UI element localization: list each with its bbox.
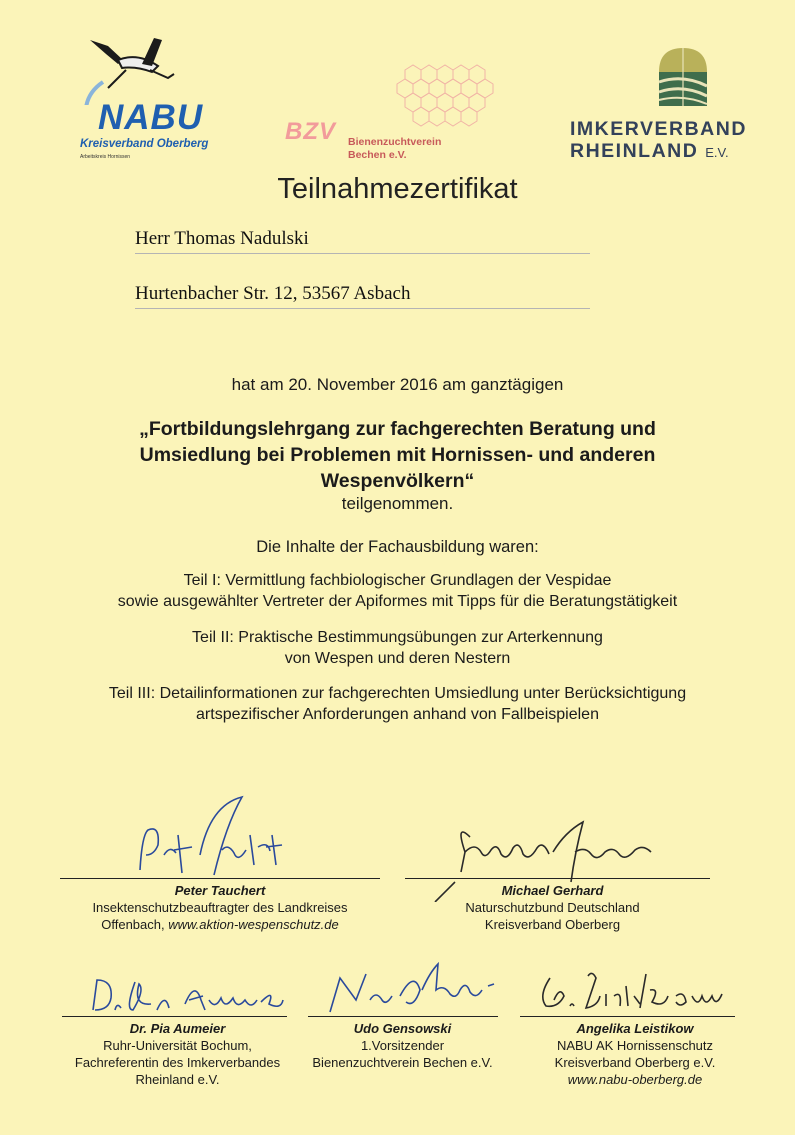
imkerverband-logo <box>568 40 768 170</box>
course-title <box>40 416 755 494</box>
signature-leistikow <box>530 966 730 1016</box>
signatory-role: Bienenzuchtverein Bechen e.V. <box>312 1055 493 1070</box>
nabu-logo <box>78 30 228 170</box>
signature-aumeier <box>85 970 285 1020</box>
signatory-role: NABU AK Hornissenschutz <box>556 1038 714 1053</box>
signatory-name: Dr. Pia Aumeier <box>129 1021 226 1036</box>
signatory-city: Offenbach, <box>101 917 169 932</box>
signatory-role: 1.Vorsitzender <box>360 1038 445 1053</box>
signatory-name: Udo Gensowski <box>353 1021 452 1036</box>
signature-gensowski <box>310 960 500 1020</box>
signatory-role: Kreisverband Oberberg e.V. <box>554 1055 716 1070</box>
signatory-role: Kreisverband Oberberg <box>484 917 621 932</box>
contents-heading: Die Inhalte der Fachausbildung waren: <box>256 538 539 556</box>
part-3 <box>40 683 755 725</box>
imker-line2 <box>570 140 729 163</box>
bzv-abbr: BZV <box>285 118 336 145</box>
course-title-line: Umsiedlung bei Problemen mit Hornissen- und anderen <box>139 444 656 466</box>
signatory-tauchert <box>60 882 380 933</box>
part-2 <box>40 627 755 669</box>
recipient-name: Herr Thomas Nadulski <box>135 228 590 254</box>
part-1-line: Teil I: Vermittlung fachbiologischer Grundlagen der Vespidae <box>183 572 612 589</box>
signatory-role: Rheinland e.V. <box>135 1072 220 1087</box>
signatory-role: Insektenschutzbeauftragter des Landkreises <box>92 900 348 915</box>
participated-text: teilgenommen. <box>341 494 454 513</box>
signatory-gerhard <box>400 882 705 933</box>
part-3-line: Teil III: Detailinformationen zur fachgerechten Umsiedlung unter Berücksichtigung <box>108 685 687 702</box>
signatory-role: Naturschutzbund Deutschland <box>465 900 640 915</box>
bzv-line2: Bechen e.V. <box>348 149 407 161</box>
signature-line <box>520 1016 735 1017</box>
signatory-name: Peter Tauchert <box>174 883 266 898</box>
date-line: hat am 20. November 2016 am ganztägigen <box>231 375 564 394</box>
bzv-line1: Bienenzuchtverein <box>348 136 442 148</box>
course-title-line: Wespenvölkern“ <box>320 470 475 492</box>
nabu-subtitle-2: Arbeitskreis Hornissen <box>80 154 131 160</box>
bzv-logo <box>285 60 515 170</box>
certificate-title: Teilnahmezertifikat <box>277 173 518 205</box>
stork-icon <box>78 30 228 105</box>
course-title-line: „Fortbildungslehrgang zur fachgerechten Beratung und <box>139 418 656 440</box>
website-link[interactable]: www.aktion-wespenschutz.de <box>168 917 339 932</box>
part-3-line: artspezifischer Anforderungen anhand von Fallbeispielen <box>196 706 599 723</box>
imker-line2-text: RHEINLAND <box>570 140 699 162</box>
part-2-line: Teil II: Praktische Bestimmungsübungen zur Arterkennung <box>192 629 603 646</box>
signatory-name: Angelika Leistikow <box>576 1021 694 1036</box>
part-2-line: von Wespen und deren Nestern <box>284 650 511 667</box>
nabu-name: NABU <box>98 98 204 137</box>
part-1 <box>40 570 755 612</box>
signatory-role: Fachreferentin des Imkerverbandes <box>74 1055 281 1070</box>
signatory-leistikow <box>525 1020 745 1088</box>
website-link[interactable]: www.nabu-oberberg.de <box>567 1072 703 1087</box>
part-1-line: sowie ausgewählter Vertreter der Apiformes mit Tipps für die Beratungstätigkeit <box>117 593 678 610</box>
recipient-address: Hurtenbacher Str. 12, 53567 Asbach <box>135 283 590 309</box>
signatory-role: Ruhr-Universität Bochum, <box>103 1038 252 1053</box>
signatory-role <box>60 916 380 933</box>
signatory-gensowski <box>300 1020 505 1071</box>
signatory-aumeier <box>55 1020 300 1088</box>
signature-tauchert <box>130 795 290 885</box>
imker-line1: IMKERVERBAND <box>570 118 747 140</box>
imker-suffix: E.V. <box>705 145 729 160</box>
nabu-subtitle: Kreisverband Oberberg <box>80 138 209 150</box>
signatory-name: Michael Gerhard <box>501 883 604 898</box>
rhine-landscape-icon <box>653 42 713 112</box>
